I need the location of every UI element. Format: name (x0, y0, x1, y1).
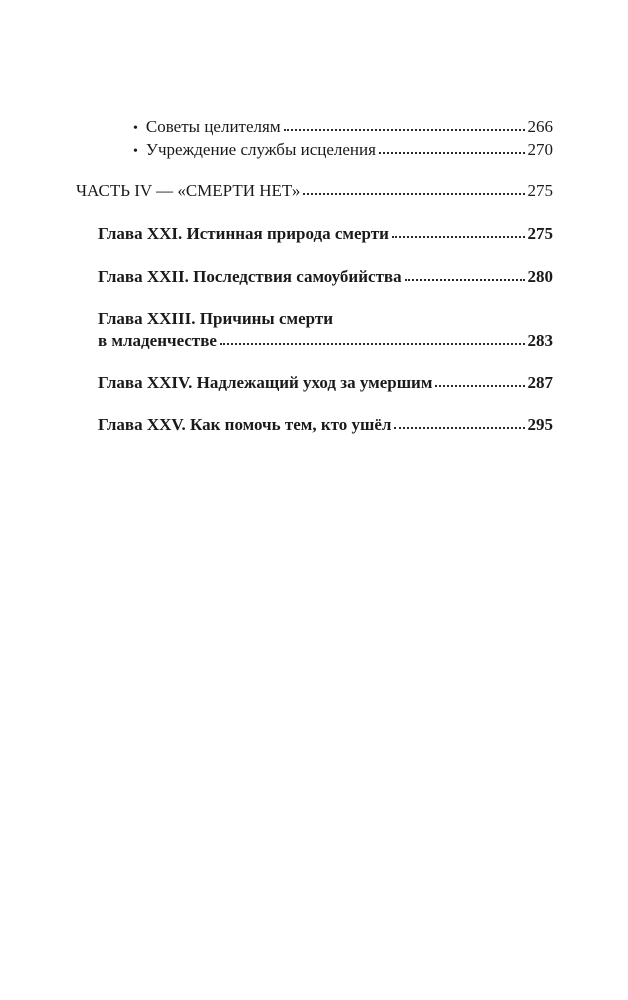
dot-leader (303, 182, 524, 196)
toc-chapter-title: Глава XXI. Истинная природа смерти (98, 224, 389, 243)
toc-part-page: 275 (527, 181, 553, 200)
toc-chapter-title: Глава XXII. Последствия самоубийства (98, 267, 402, 286)
toc-chapter-entry (98, 372, 553, 394)
bullet-icon: • (133, 144, 138, 159)
toc-chapter-page: 280 (527, 267, 553, 286)
toc-entry-page: 266 (527, 117, 553, 136)
toc-entry (133, 139, 553, 163)
toc-chapter-title-continued: в младенчестве (98, 331, 217, 350)
dot-leader (394, 416, 524, 430)
toc-chapter-title: Глава XXIV. Надлежащий уход за умершим (98, 373, 433, 392)
toc-part-entry (76, 180, 553, 202)
toc-chapter-page: 287 (527, 373, 553, 392)
toc-chapter-page: 295 (527, 415, 553, 434)
toc-chapter-entry (98, 308, 553, 352)
toc-chapter-entry (98, 266, 553, 288)
toc-chapter-page: 275 (527, 224, 553, 243)
toc-part-title: ЧАСТЬ IV — «СМЕРТИ НЕТ» (76, 181, 301, 200)
toc-chapter-entry (98, 223, 553, 245)
toc-chapter-title: Глава XXIII. Причины смерти (98, 309, 333, 328)
dot-leader (379, 141, 525, 155)
dot-leader (284, 118, 525, 132)
dot-leader (435, 374, 524, 388)
dot-leader (405, 268, 525, 282)
toc-chapter-entry (98, 414, 553, 436)
dot-leader (392, 225, 525, 239)
toc-entry (133, 116, 553, 140)
bullet-icon: • (133, 121, 138, 136)
toc-chapter-line2 (98, 330, 553, 352)
toc-chapter-title: Глава XXV. Как помочь тем, кто ушёл (98, 415, 392, 434)
toc-entry-page: 270 (527, 140, 553, 159)
toc-entry-title: Советы целителям (145, 117, 281, 136)
toc-chapter-page: 283 (527, 331, 553, 350)
dot-leader (220, 332, 525, 346)
toc-entry-title: Учреждение службы исцеления (145, 140, 376, 159)
